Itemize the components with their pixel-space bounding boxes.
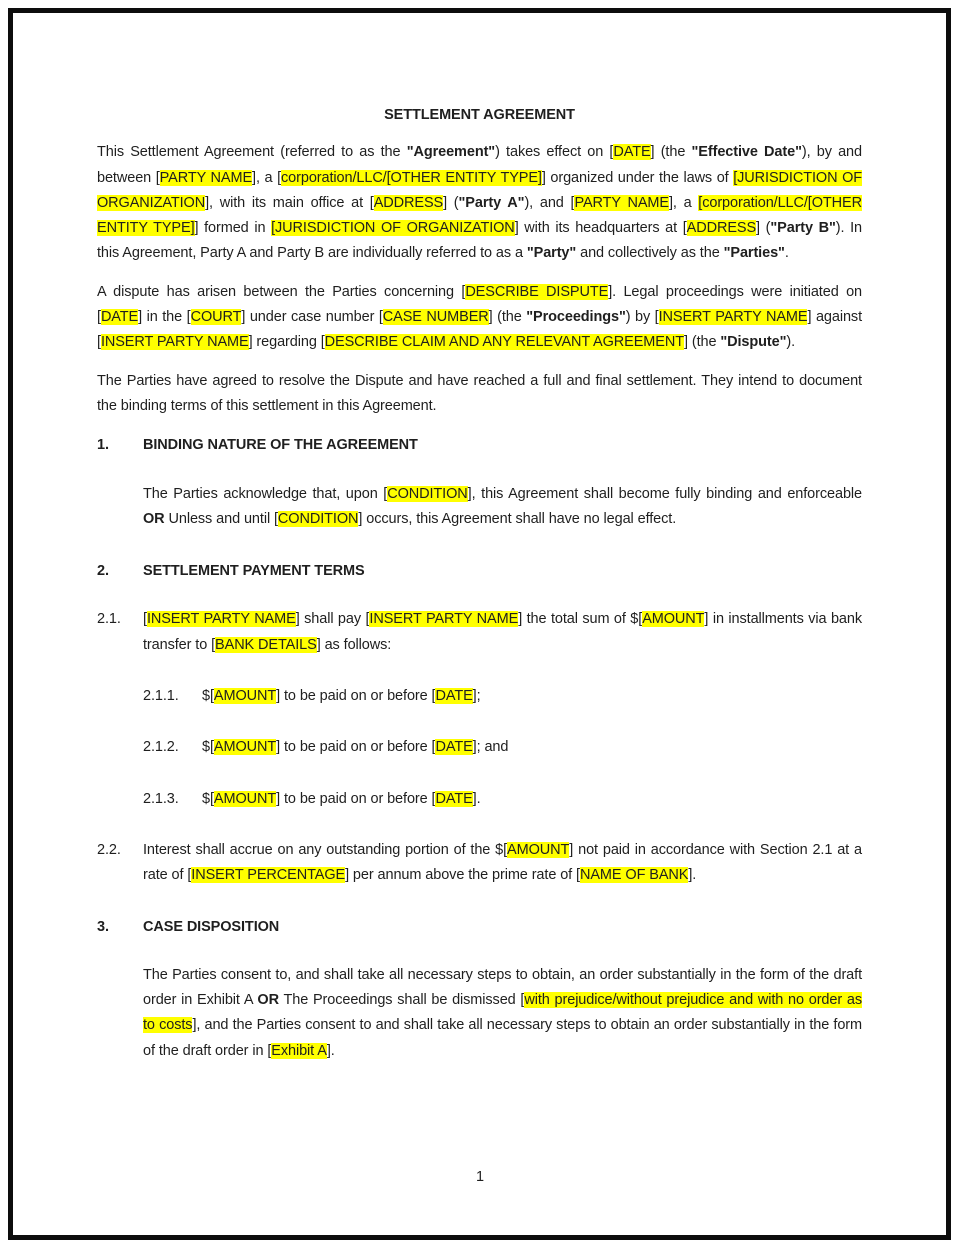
placeholder-highlight: AMOUNT: [507, 841, 570, 858]
text-run: [: [143, 611, 147, 628]
text-run: The Parties consent to, and shall take all necessary steps to obtain, an order substantially in the form of the draft order in Exhibit A: [143, 966, 862, 1009]
placeholder-highlight: NAME OF BANK: [579, 867, 689, 884]
section-number: 3.: [97, 918, 109, 935]
text-run: ].: [688, 867, 697, 884]
text-run: OR: [143, 510, 165, 527]
text-run: ] in installments via bank transfer to [: [143, 611, 863, 653]
text-run: ]; and: [472, 739, 509, 756]
clause-number: 2.1.2.: [143, 739, 179, 756]
section-3-heading: [97, 915, 862, 940]
placeholder-highlight: DATE: [435, 688, 473, 705]
text-run: ]. Legal proceedings were initiated on [: [97, 283, 862, 326]
section-number: 2.: [97, 563, 109, 580]
dispute-paragraph: [97, 280, 862, 356]
section-1-heading: [97, 433, 862, 458]
placeholder-highlight: PARTY NAME: [574, 194, 669, 211]
text-run: "Parties": [723, 245, 785, 262]
text-run: ] with its headquarters at [: [514, 220, 687, 237]
clause-2-1-1: [143, 684, 862, 709]
text-run: The Parties acknowledge that, upon [: [143, 485, 388, 502]
placeholder-highlight: with prejudice/without prejudice and with no order as to costs: [143, 992, 862, 1034]
clause-2-2: [97, 838, 862, 889]
text-run: ) by [: [625, 309, 659, 326]
placeholder-highlight: AMOUNT: [213, 688, 277, 705]
text-run: This Settlement Agreement (referred to as the: [97, 144, 407, 161]
text-run: ] (the: [683, 334, 721, 351]
section-3-paragraph: [143, 963, 862, 1064]
placeholder-highlight: Exhibit A: [271, 1042, 327, 1059]
text-run: ], this Agreement shall become fully binding and enforceable: [467, 485, 863, 502]
document-blocks: [97, 140, 862, 1064]
placeholder-highlight: DATE: [613, 144, 651, 161]
clause-text: [202, 684, 862, 709]
text-run: The Parties have agreed to resolve the Dispute and have reached a full and final settlement. They intend to document the binding terms of this settlement in this Agreement.: [97, 372, 862, 414]
text-run: ] to be paid on or before [: [276, 688, 436, 705]
placeholder-highlight: DATE: [435, 790, 473, 807]
text-run: ] per annum above the prime rate of [: [345, 867, 580, 884]
text-run: "Party B": [770, 220, 836, 237]
placeholder-highlight: DESCRIBE CLAIM AND ANY RELEVANT AGREEMENT: [324, 334, 684, 351]
text-run: ] (the: [650, 144, 692, 161]
clause-number: 2.1.1.: [143, 688, 179, 705]
text-run: and collectively as the: [576, 245, 724, 262]
text-run: ] (: [756, 220, 771, 237]
text-run: ] as follows:: [316, 636, 392, 653]
text-run: ] (: [443, 194, 459, 211]
text-run: ], and the Parties consent to and shall take all necessary steps to obtain an order substantially in the form of the draft order in [: [143, 1017, 862, 1059]
clause-number: 2.2.: [97, 841, 121, 858]
clause-2-1-2: [143, 735, 862, 760]
text-run: ] in the [: [138, 309, 191, 326]
clause-text: [143, 607, 862, 658]
text-run: Interest shall accrue on any outstanding portion of the $[: [143, 841, 508, 858]
intro-paragraph: [97, 140, 862, 266]
text-run: ] regarding [: [248, 334, 325, 351]
placeholder-highlight: COURT: [190, 309, 242, 326]
text-run: ).: [786, 334, 796, 351]
document-title: SETTLEMENT AGREEMENT: [384, 107, 575, 123]
placeholder-highlight: [corporation/LLC/[OTHER ENTITY TYPE]: [97, 194, 862, 237]
placeholder-highlight: BANK DETAILS: [215, 636, 317, 653]
text-run: A dispute has arisen between the Parties concerning [: [97, 283, 466, 300]
resolution-paragraph: [97, 369, 862, 420]
text-run: ), and [: [524, 194, 575, 211]
text-run: ] not paid in accordance with Section 2.1 at a rate of [: [143, 841, 862, 884]
text-run: "Party A": [458, 194, 525, 211]
text-run: ].: [326, 1042, 335, 1059]
section-1-paragraph: [143, 482, 862, 533]
text-run: "Party": [526, 245, 577, 262]
text-run: ];: [472, 688, 481, 705]
placeholder-highlight: DESCRIBE DISPUTE: [465, 283, 609, 300]
clause-2-1: [97, 607, 862, 658]
text-run: ) takes effect on [: [495, 144, 614, 161]
placeholder-highlight: corporation/LLC/[OTHER ENTITY TYPE]: [281, 169, 542, 186]
text-run: .: [784, 245, 789, 262]
section-title: SETTLEMENT PAYMENT TERMS: [143, 563, 365, 580]
placeholder-highlight: INSERT PERCENTAGE: [191, 867, 346, 884]
text-run: "Proceedings": [526, 309, 626, 326]
text-run: $[: [202, 739, 214, 756]
placeholder-highlight: AMOUNT: [213, 790, 277, 807]
text-run: "Agreement": [406, 144, 496, 161]
clause-number: 2.1.: [97, 611, 121, 628]
clause-number: 2.1.3.: [143, 790, 179, 807]
text-run: $[: [202, 688, 214, 705]
text-run: ] under case number [: [241, 309, 383, 326]
text-run: ] to be paid on or before [: [276, 739, 436, 756]
text-run: OR: [257, 992, 279, 1009]
placeholder-highlight: CONDITION: [277, 510, 359, 527]
text-run: ). In this Agreement, Party A and Party B are individually referred to as a: [97, 220, 862, 262]
text-run: ] against [: [97, 309, 863, 351]
placeholder-highlight: AMOUNT: [213, 739, 277, 756]
text-run: Unless and until [: [164, 510, 278, 527]
text-run: $[: [202, 790, 214, 807]
text-run: "Effective Date": [691, 144, 802, 161]
placeholder-highlight: DATE: [435, 739, 473, 756]
placeholder-highlight: CASE NUMBER: [382, 309, 489, 326]
placeholder-highlight: [JURISDICTION OF ORGANIZATION: [271, 220, 515, 237]
text-run: "Dispute": [720, 334, 787, 351]
placeholder-highlight: CONDITION: [387, 485, 468, 502]
section-title: CASE DISPOSITION: [143, 918, 280, 935]
text-run: ] (the: [488, 309, 527, 326]
text-run: ] formed in: [194, 220, 272, 237]
placeholder-highlight: INSERT PARTY NAME: [369, 611, 519, 628]
section-2-heading: [97, 559, 862, 584]
text-run: The Proceedings shall be dismissed [: [278, 992, 525, 1009]
placeholder-highlight: ADDRESS: [686, 220, 757, 237]
clause-text: [143, 838, 862, 889]
text-run: ] the total sum of $[: [518, 611, 643, 628]
clause-text: [202, 735, 862, 760]
placeholder-highlight: PARTY NAME: [159, 169, 253, 186]
text-run: ] shall pay [: [295, 611, 370, 628]
placeholder-highlight: [JURISDICTION OF ORGANIZATION: [97, 169, 862, 211]
text-run: ] organized under the laws of: [541, 169, 734, 186]
text-run: ], a [: [252, 169, 282, 186]
placeholder-highlight: DATE: [100, 309, 139, 326]
placeholder-highlight: AMOUNT: [642, 611, 705, 628]
text-run: ), by and between [: [97, 144, 862, 186]
page-number: 1: [475, 1169, 485, 1185]
clause-2-1-3: [143, 787, 862, 812]
placeholder-highlight: ADDRESS: [373, 194, 444, 211]
placeholder-highlight: INSERT PARTY NAME: [146, 611, 296, 628]
text-run: ] to be paid on or before [: [276, 790, 436, 807]
clause-text: [202, 787, 862, 812]
document-body: [97, 103, 862, 1091]
text-run: ], a: [668, 194, 699, 211]
placeholder-highlight: INSERT PARTY NAME: [100, 334, 249, 351]
section-number: 1.: [97, 437, 109, 454]
placeholder-highlight: INSERT PARTY NAME: [658, 309, 808, 326]
text-run: ], with its main office at [: [205, 194, 374, 211]
section-title: BINDING NATURE OF THE AGREEMENT: [143, 437, 418, 454]
text-run: ] occurs, this Agreement shall have no legal effect.: [358, 510, 677, 527]
text-run: ].: [472, 790, 481, 807]
